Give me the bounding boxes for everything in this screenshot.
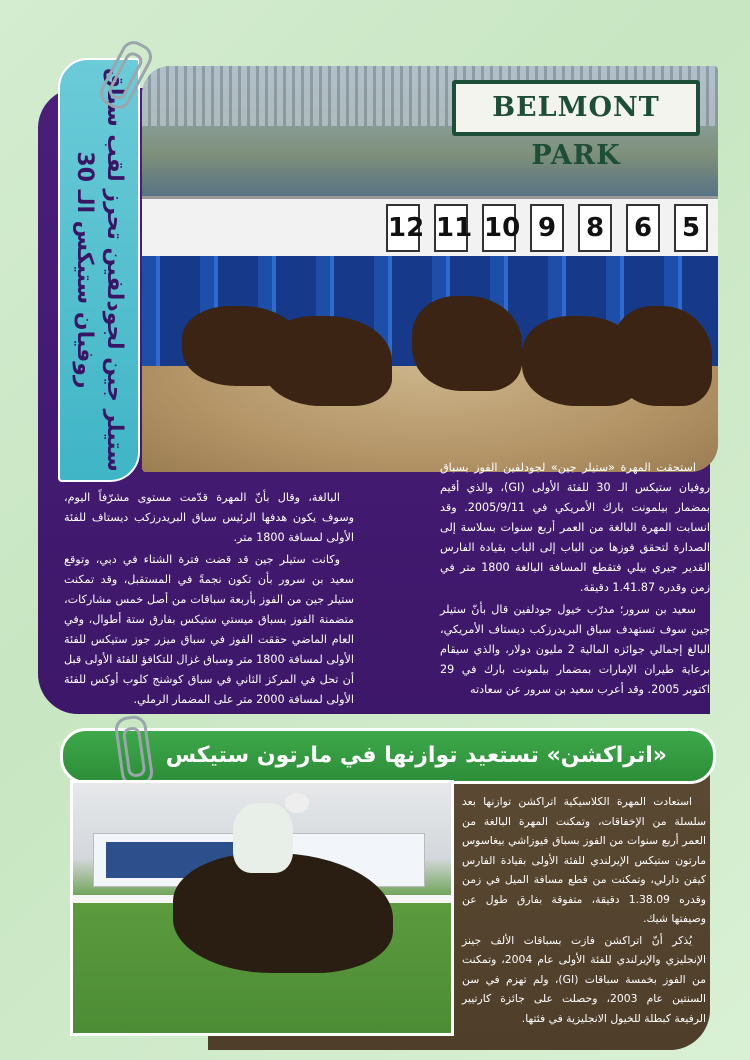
racehorse [412,296,522,391]
gate-number: 5 [674,204,708,252]
paragraph: استحقت المهرة «ستيلر جين» لجودلفين الفوز بسباق روفيان ستيكس الـ 30 للفئة الأولى (GI)، والذي أقيم بمضمار بيلمونت بارك الأمريكي في 2005/9/11. وقد انسابت المهرة البالغة من العمر أربع سنوات بسلاسة إلى الصدارة لتحقق فوزها من الباب إلى الباب بقيادة الفارس القدير جيري بيلي فتقطع المسافة البالغة 1800 متر في زمن وقدره 1.41.87 دقيقة. [440,461,711,594]
belmont-park-sign: BELMONT PARK [452,80,700,136]
paragraph: سعيد بن سرور؛ مدرّب خيول جودلفين قال بأنّ ستيلر جين سوف تستهدف سباق البريدرزكب ديستاف الأمريكي، البالغ إجمالي جوائزه المالية 2 مليون دولار، والذي سيقام برعاية طيران الإمارات بمضمار بيلمونت بارك في 29 اكتوبر 2005. وقد أعرب سعيد بن سرور عن سعادته [440,603,710,696]
gate-number: 11 [434,204,468,252]
jockey-helmet [285,793,309,813]
paragraph: يُذكر أنّ اتراكشن فازت بسباقات الألف جينز الإنجليزي والإيرلندي للفئة الأولى عام 2004، وتمكنت من الفوز بخمسة سباقات (GI)، ولم تهزم في سن السنتين عام 2003، وحصلت على جائزة كارتيير الرفيعة كبطلة للخيول الانجليزية في فئتها. [462,933,707,1025]
article1-right-column [440,458,710,702]
belmont-race-photo [142,66,718,472]
jockey [233,803,293,873]
racehorse [262,316,392,406]
gate-number: 12 [386,204,420,252]
article2-title-banner [60,728,716,784]
gate-number: 8 [578,204,612,252]
paragraph: استعادت المهرة الكلاسيكية اتراكشن توازنها بعد سلسلة من الإخفاقات، وتمكنت المهرة البالغة من العمر أربع سنوات من الفوز بسباق فيوزاشي بيغاسوس مارتون ستيكس الإيرلندي للفئة الأولى بقيادة الفارس كيفن دارلي، وتمكنت من قطع مسافة الميل في زمن وقدره 1.38.09 دقيقة، متفوقة بفارق طول عن وصيفتها شيك. [462,795,706,925]
gate-number: 10 [482,204,516,252]
article2-column [462,792,706,1030]
article1-title: ستيلر جين لجودلفين تحرز لقب سباق روفيان ستيكس الـ 30 [72,68,127,472]
attraction-race-photo [70,780,454,1036]
racehorse [612,306,712,406]
article1-title-tab [58,58,140,482]
article2-title: «اتراكشن» تستعيد توازنها في مارتون ستيكس [165,743,667,768]
paragraph: البالغة، وقال بأنّ المهرة قدّمت مستوى مشرّفاً اليوم، وسوف يكون هدفها الرئيس سباق البريدرزكب ديستاف للفئة الأولى لمسافة 1800 متر. [64,491,354,544]
paragraph: وكانت ستيلر جين قد قضت فترة الشتاء في دبي، وتوقع سعيد بن سرور بأن تكون نجمةً في المستقبل، وقد تمكنت ستيلر جين من الفوز بأربعة سباقات من أصل خمس مشاركات، متضمنة الفوز بسباق ميستي ستيكس بفارق ستة أطوال، وفي العام الماضي حققت الفوز في سباق ميزر جوز ستيكس للفئة الأولى لمسافة 1800 متر وسباق غزال للتكافؤ للفئة الأولى قبل أن تحل في المركز الثاني في سباق كوشنج كلوب أوكس للفئة الأولى لمسافة 2000 متر على المضمار الرملي. [64,553,354,706]
gate-number: 6 [626,204,660,252]
article1-left-column [64,488,354,712]
gate-number: 9 [530,204,564,252]
gate-numbers [386,204,708,252]
